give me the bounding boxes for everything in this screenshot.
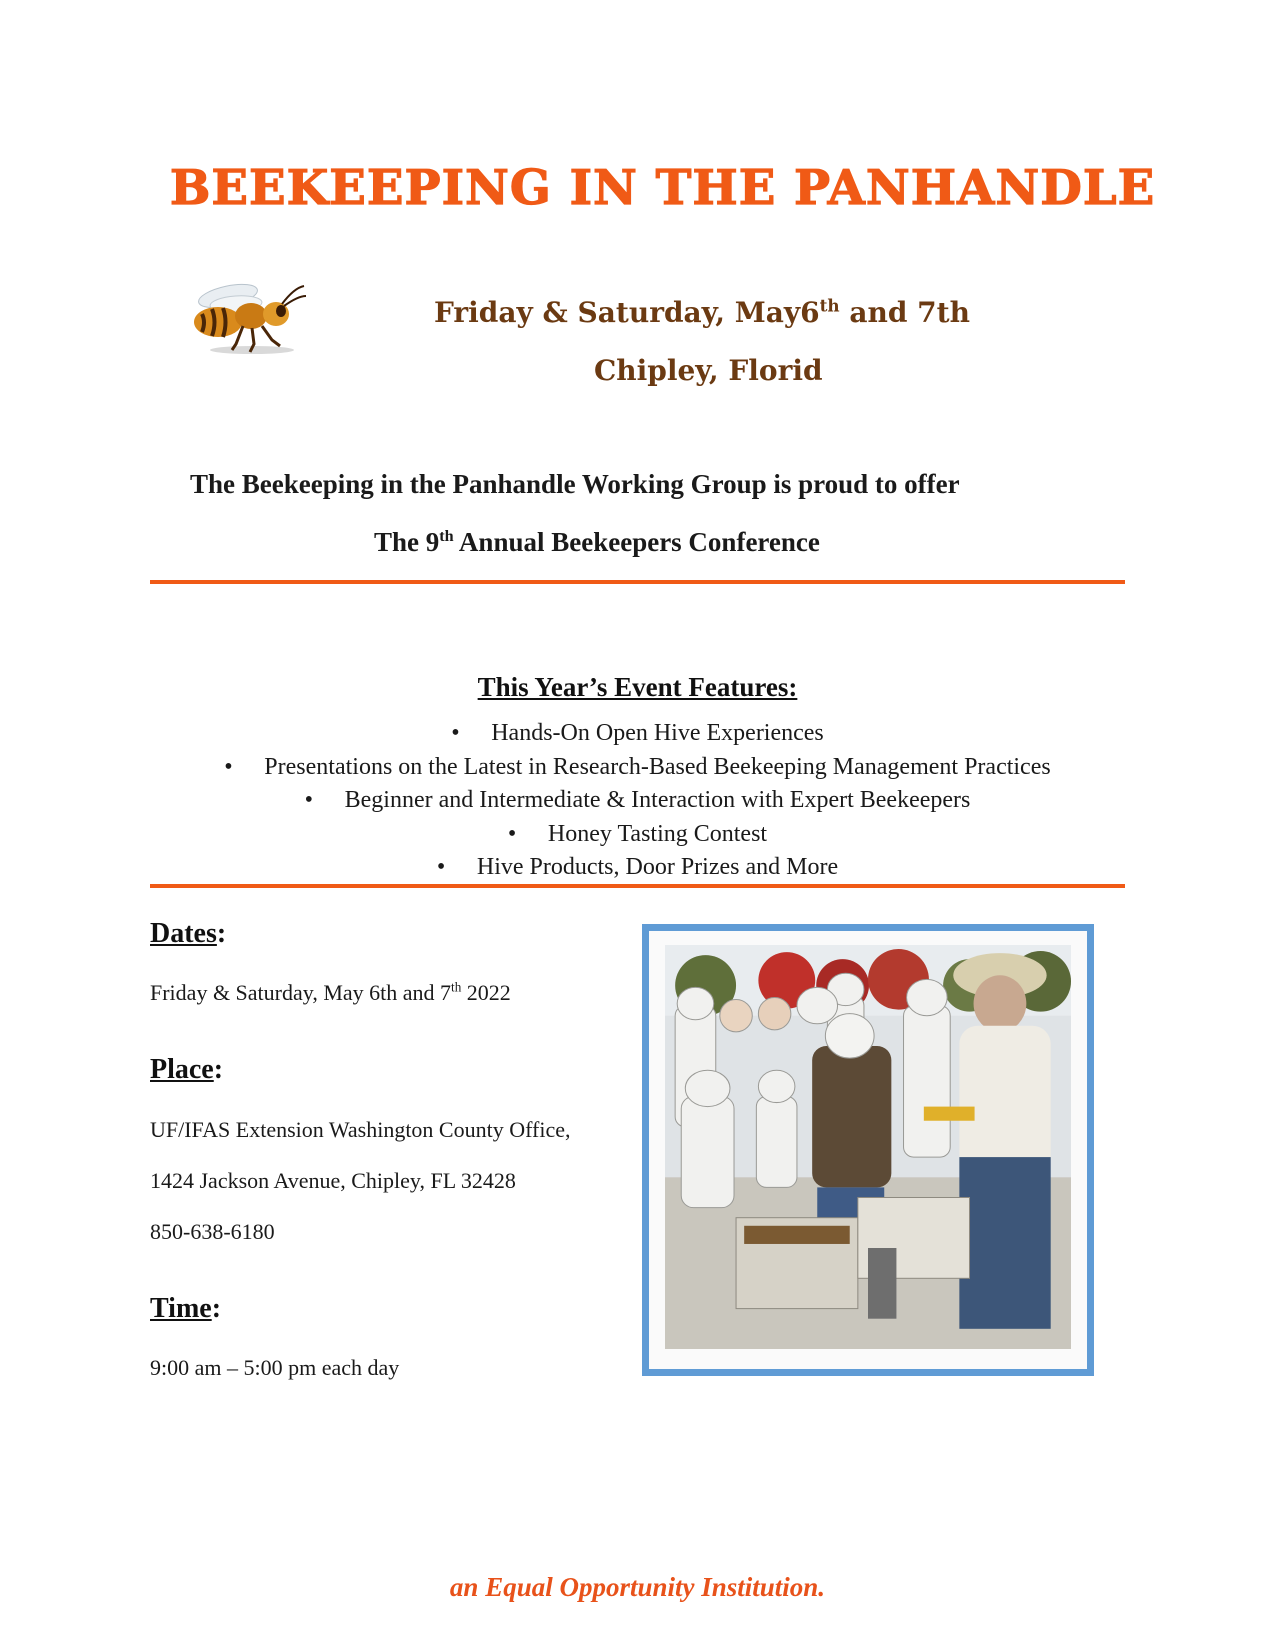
place-address-line1: UF/IFAS Extension Washington County Office, <box>150 1117 571 1142</box>
bullet-icon: • <box>304 787 314 813</box>
list-item <box>0 784 1275 818</box>
event-photo-frame <box>642 924 1094 1376</box>
divider-top <box>150 580 1125 584</box>
time-value: 9:00 am – 5:00 pm each day <box>150 1355 400 1380</box>
time-label: Time: <box>150 1293 222 1324</box>
features-list <box>0 717 1275 885</box>
dates-year: 2022 <box>461 980 511 1005</box>
event-dates-text: Friday & Saturday, May6 <box>434 296 820 329</box>
dates-label-text: Dates <box>150 918 217 949</box>
conference-name-text: The 9 <box>374 527 440 557</box>
feature-text: Hands-On Open Hive Experiences <box>491 720 824 746</box>
bullet-icon: • <box>451 720 460 746</box>
place-label-text: Place <box>150 1054 214 1085</box>
bullet-icon: • <box>507 820 517 847</box>
event-photo <box>649 931 1087 1369</box>
list-item <box>0 851 1275 885</box>
feature-text: Beginner and Intermediate & Interaction with Expert Beekeepers <box>344 787 971 813</box>
conference-name-line <box>374 527 820 558</box>
dates-label: Dates: <box>150 918 227 949</box>
list-item <box>0 717 1275 751</box>
conference-name-superscript: th <box>439 527 454 545</box>
list-item <box>0 818 1275 852</box>
event-dates-superscript: th <box>819 295 840 316</box>
event-location-heading: Chipley, Florid <box>594 354 823 387</box>
feature-text: Hive Products, Door Prizes and More <box>476 854 839 880</box>
event-dates-text-end: and 7th <box>839 296 970 329</box>
feature-text: Presentations on the Latest in Research-Based Beekeeping Management Practices <box>264 753 1051 780</box>
features-heading: This Year’s Event Features: <box>477 672 798 702</box>
divider-bottom <box>150 884 1125 888</box>
dates-text: Friday & Saturday, May 6th and 7 <box>150 980 452 1005</box>
feature-text: Honey Tasting Contest <box>547 820 768 847</box>
time-label-text: Time <box>150 1293 212 1324</box>
place-label: Place: <box>150 1054 224 1085</box>
place-phone: 850-638-6180 <box>150 1219 275 1244</box>
dates-value <box>150 980 511 1006</box>
honeybee-icon <box>188 278 313 358</box>
page-title: BEEKEEPING IN THE PANHANDLE <box>169 160 1156 216</box>
conference-name-text-end: Annual Beekeepers Conference <box>453 527 820 557</box>
event-dates-heading <box>434 296 970 329</box>
bullet-icon: • <box>224 753 233 780</box>
intro-line: The Beekeeping in the Panhandle Working Group is proud to offer <box>190 469 960 499</box>
footer-text: an Equal Opportunity Institution. <box>449 1572 826 1602</box>
bullet-icon: • <box>436 854 446 880</box>
list-item <box>0 751 1275 785</box>
dates-superscript: th <box>451 979 462 995</box>
place-address-line2: 1424 Jackson Avenue, Chipley, FL 32428 <box>150 1168 516 1193</box>
